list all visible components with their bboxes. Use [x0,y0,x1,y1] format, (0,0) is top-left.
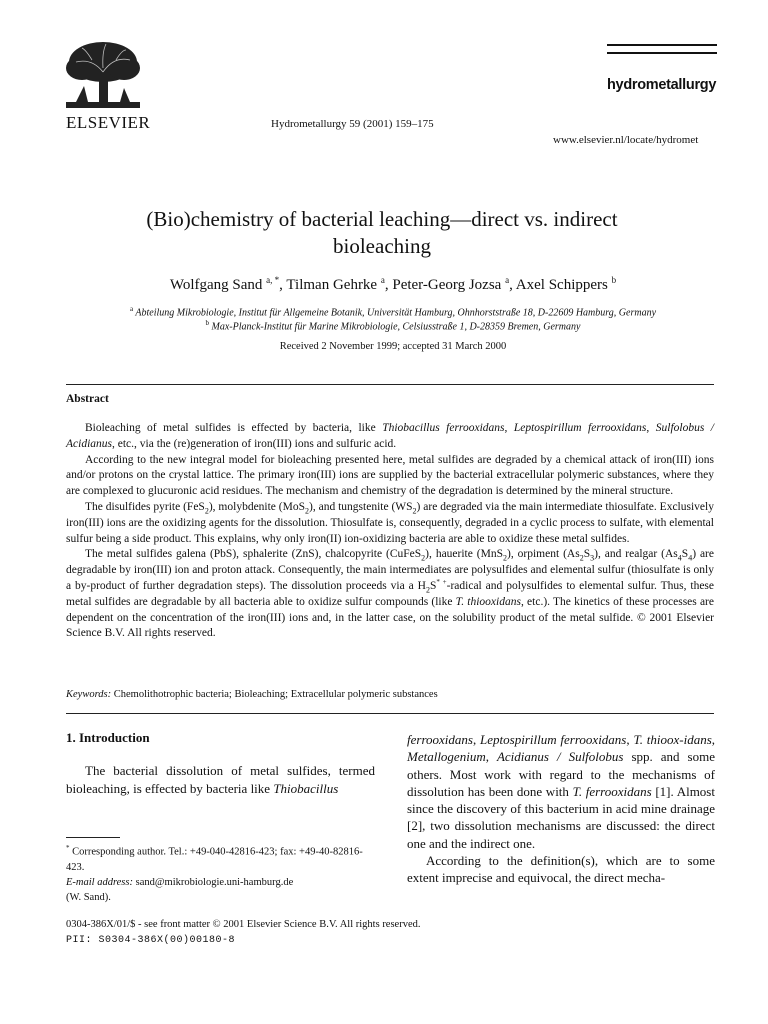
author-mark: b [611,275,617,285]
author-mark: a [505,275,510,285]
abstract-heading: Abstract [66,393,109,405]
author-separator: , [279,277,287,293]
abstract-paragraph-4: The metal sulfides galena (PbS), sphalerite (ZnS), chalcopyrite (CuFeS$_2$), hauerite (MnS$_2$), orpiment $(As_2S_3)$, and realgar $(As_4S_4)$ are degradable by iron(III) ion and proton attack. Consequently, the main intermediates are polysulfides and elemental sulfur (thiosulfate is only a by-product of further degradation steps). The dissolution proceeds via a $H_2S^{* +}$-radical and polysulfides to elemental sulfur. Thus, these metal sulfides are degradable by all bacteria able to oxidize sulfur compounds (like T. thiooxidans, etc.). The kinetics of these processes are dependent on the concentration of the iron(III) ions and, in the latter case, on the solubility product of the metal sulfide. © 2001 Elsevier Science B.V. All rights reserved. [66,548,714,640]
intro-left-text: The bacterial dissolution of metal sulfides, termed bioleaching, is effected by bacteria like [66,763,375,796]
footnote-email-line [66,875,375,890]
affiliation-mark: b [205,319,210,327]
section-heading-introduction: 1. Introduction [66,730,150,745]
affiliation-a [60,305,726,318]
title-line-2: bioleaching [333,234,431,258]
affiliation-text: Max-Planck-Institut für Marine Mikrobiologie, Celsiusstraße 1, D-28359 Bremen, Germany [211,321,581,333]
abstract-body [66,421,714,642]
abstract-paragraph-3: The disulfides pyrite (FeS$_2$), molybdenite (MoS$_2$), and tungstenite $(WS_2)$ are degraded via the main intermediate thiosulfate. Exclusively iron(III) ions are the oxidizing agents for the dissolution. Thiosulfate is, consequently, degraded in a cyclic process to sulfate, with elemental sulfur being a side product. This explains, why only iron(II) ion-oxidizing bacteria are able to oxidize these metal sulfides. [66,500,714,545]
abstract-top-rule [66,384,714,385]
affiliation-mark: a [129,305,134,313]
intro-right-paragraph-1: ferrooxidans, Leptospirillum ferrooxidans, T. thioox-idans, Metallogenium, Acidianus / Sulfolobus spp. and some others. Most work with regard to the mechanisms of dissolution has been done with T. ferrooxidans [1]. Almost since the discovery of this bacterium in acid mine drainage [2], two dissolution mechanisms are discussed: the direct one and the indirect one. [407,732,716,851]
title-line-1: (Bio)chemistry of bacterial leaching—direct vs. indirect [146,207,618,231]
abstract-paragraph-2: According to the new integral model for bioleaching presented here, metal sulfides are degraded by a chemical attack of iron(III) ions and/or protons on the crystal lattice. The primary iron(III) ions are supplied by the bacterial extracellular polymeric substances, where they are complexed to glucuronic acid residues. The mechanism and chemistry of the degradation is determined by the mineral structure. [66,453,714,498]
journal-brand: hydrometallurgy [607,77,717,93]
keywords-line [66,689,438,700]
intro-left-italic: Thiobacillus [273,781,339,796]
footnote-rule [66,837,120,838]
footer-issn: 0304-386X/01/$ - see front matter © 2001 Elsevier Science B.V. All rights reserved. [66,919,421,930]
brand-rule-second [607,52,717,54]
author-list [60,275,726,294]
article-title [60,206,704,260]
corresponding-author-footnote [66,841,375,905]
intro-left-column [66,762,375,798]
brand-rule-top [607,44,717,46]
abstract-paragraph-1: Bioleaching of metal sulfides is effected by bacteria, like Thiobacillus ferrooxidans, Leptospirillum ferrooxidans, Sulfolobus / Acidianus, etc., via the (re)generation of iron(III) ions and sulfuric acid. [66,422,714,450]
intro-right-column [407,731,715,887]
footnote-line-1: * Corresponding author. Tel.: +49-040-42816-423; fax: +49-40-82816-423. [66,844,363,873]
email-link[interactable]: sand@mikrobiologie.uni-hamburg.de [132,876,294,888]
author-separator: , [509,277,516,293]
author-name[interactable]: Tilman Gehrke [286,277,378,293]
journal-reference: Hydrometallurgy 59 (2001) 159–175 [271,118,434,130]
received-dates: Received 2 November 1999; accepted 31 March 2000 [279,341,507,352]
journal-url[interactable]: www.elsevier.nl/locate/hydromet [553,134,699,146]
author-separator: , [384,277,393,293]
email-label: E-mail address: [66,876,133,888]
publisher-logo-text: ELSEVIER [66,113,151,132]
affiliation-b [60,319,726,332]
author-name[interactable]: Axel Schippers [515,277,608,293]
author-name[interactable]: Wolfgang Sand [169,277,263,293]
affiliation-text: Abteilung Mikrobiologie, Institut für Allgemeine Botanik, Universität Hamburg, Ohnhorststraße 18, D-22609 Hamburg, Germany [135,307,657,319]
footer-pii: PII: S0304-386X(00)00180-8 [66,935,236,946]
author-mark: a [380,275,385,285]
abstract-bottom-rule [66,713,714,714]
keywords-label: Keywords: [66,689,112,700]
footnote-name: (W. Sand). [66,891,111,903]
author-mark: a, * [266,275,280,285]
author-name[interactable]: Peter-Georg Jozsa [392,277,502,293]
elsevier-tree-logo [62,38,144,114]
intro-right-paragraph-2: According to the definition(s), which are to some extent imprecise and equivocal, the direct mecha- [407,853,715,886]
keywords-text: Chemolithotrophic bacteria; Bioleaching; Extracellular polymeric substances [113,689,438,700]
